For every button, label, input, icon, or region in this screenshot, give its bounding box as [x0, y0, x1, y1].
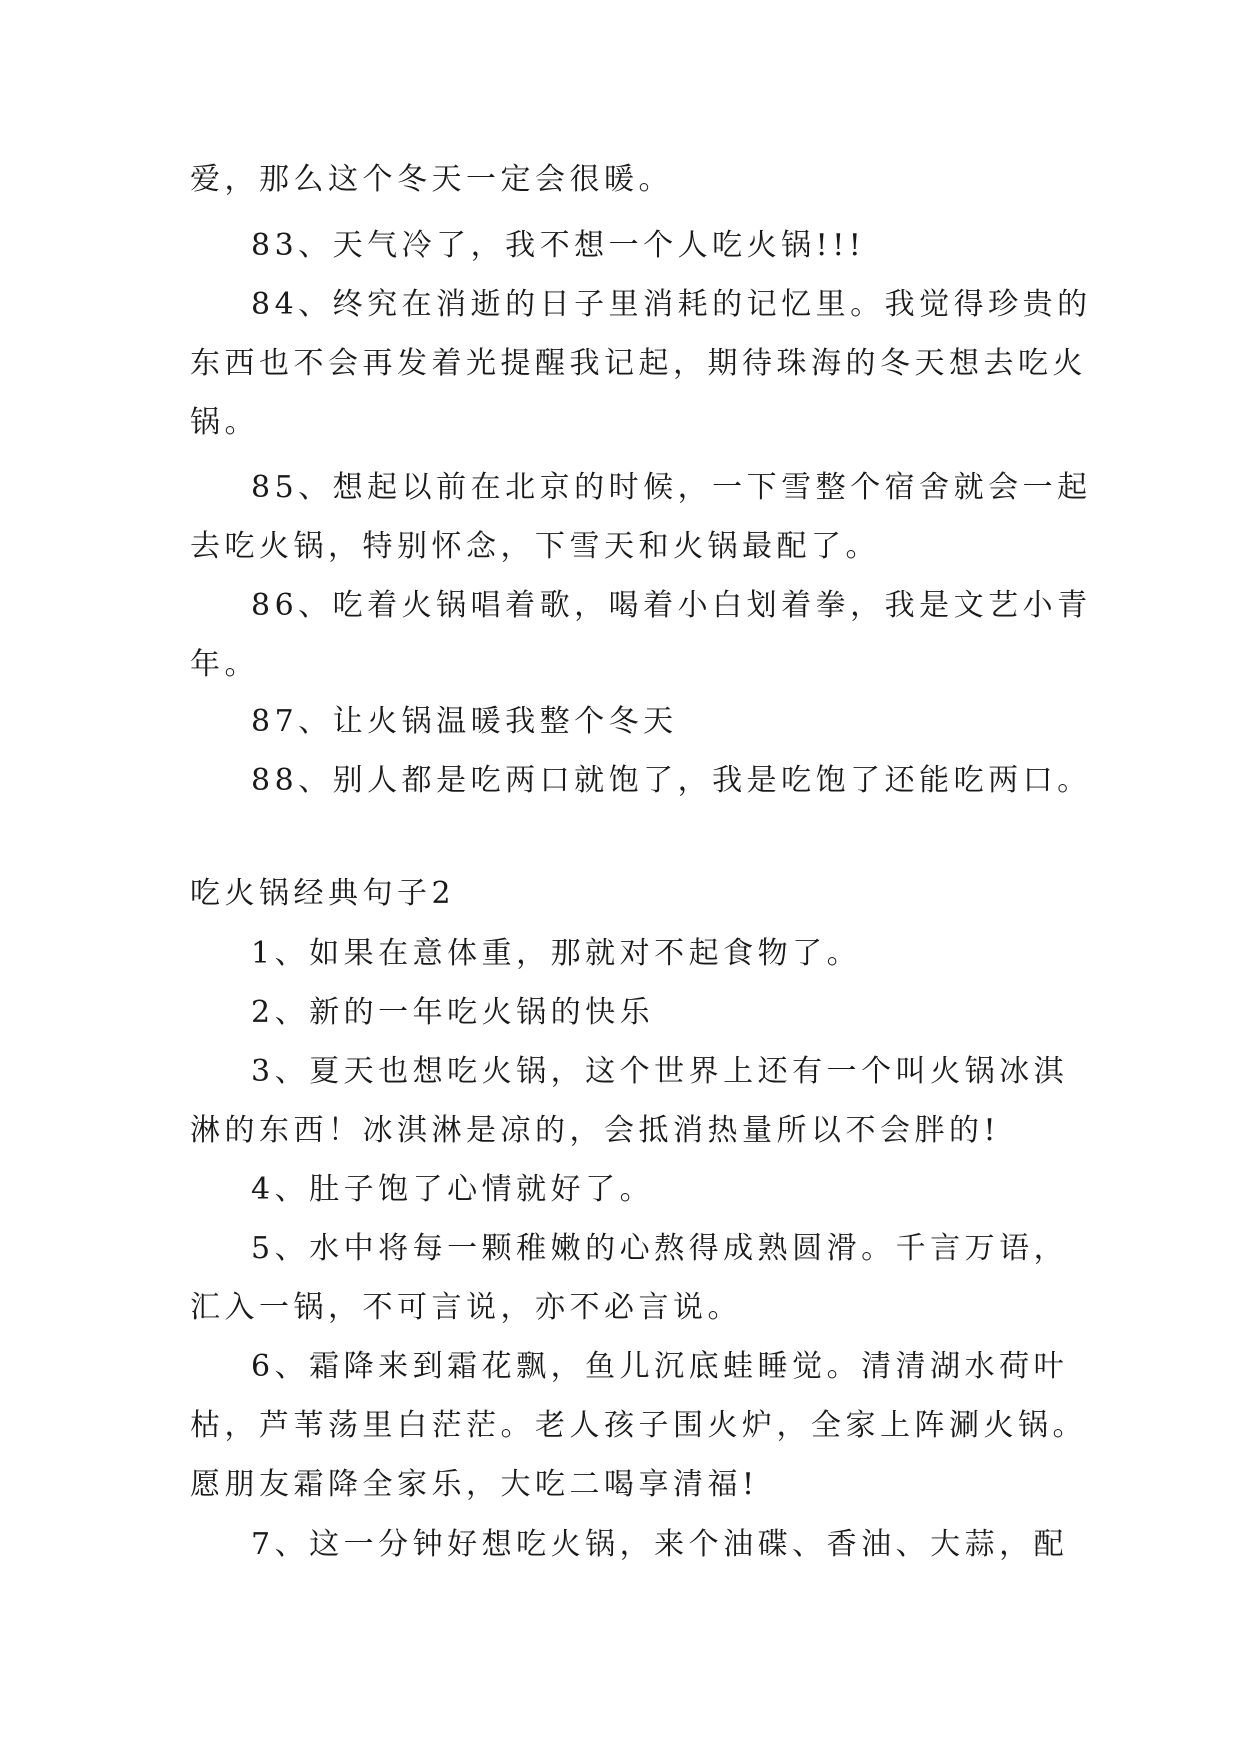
text-line: 锅。 — [190, 405, 259, 440]
text-line: 2、新的一年吃火锅的快乐 — [251, 995, 655, 1030]
text-line: 淋的东西！冰淇淋是凉的，会抵消热量所以不会胖的! — [190, 1113, 1001, 1148]
text-line: 7、这一分钟好想吃火锅，来个油碟、香油、大蒜，配 — [251, 1527, 1069, 1562]
text-line: 83、天气冷了，我不想一个人吃火锅!!! — [251, 228, 866, 263]
text-line: 3、夏天也想吃火锅，这个世界上还有一个叫火锅冰淇 — [251, 1054, 1069, 1089]
text-line: 愿朋友霜降全家乐，大吃二喝享清福! — [190, 1467, 759, 1502]
text-line: 4、肚子饱了心情就好了。 — [251, 1172, 655, 1207]
text-line: 东西也不会再发着光提醒我记起，期待珠海的冬天想去吃火 — [190, 346, 1087, 381]
text-line: 86、吃着火锅唱着歌，喝着小白划着拳，我是文艺小青 — [251, 588, 1092, 623]
text-line: 6、霜降来到霜花飘，鱼儿沉底蛙睡觉。清清湖水荷叶 — [251, 1349, 1069, 1384]
section-heading: 吃火锅经典句子2 — [190, 876, 456, 911]
text-line: 枯，芦苇荡里白茫茫。老人孩子围火炉，全家上阵涮火锅。 — [190, 1408, 1087, 1443]
text-line: 87、让火锅温暖我整个冬天 — [251, 704, 678, 739]
text-line: 88、别人都是吃两口就饱了，我是吃饱了还能吃两口。 — [251, 763, 1092, 798]
text-line: 1、如果在意体重，那就对不起食物了。 — [251, 936, 862, 971]
text-line: 去吃火锅，特别怀念，下雪天和火锅最配了。 — [190, 529, 880, 564]
text-line: 84、终究在消逝的日子里消耗的记忆里。我觉得珍贵的 — [251, 287, 1092, 322]
text-line: 年。 — [190, 647, 259, 682]
text-line: 爱，那么这个冬天一定会很暖。 — [190, 162, 673, 197]
text-line: 汇入一锅，不可言说，亦不必言说。 — [190, 1290, 742, 1325]
text-line: 85、想起以前在北京的时候，一下雪整个宿舍就会一起 — [251, 470, 1092, 505]
text-line: 5、水中将每一颗稚嫩的心熬得成熟圆滑。千言万语， — [251, 1231, 1069, 1266]
